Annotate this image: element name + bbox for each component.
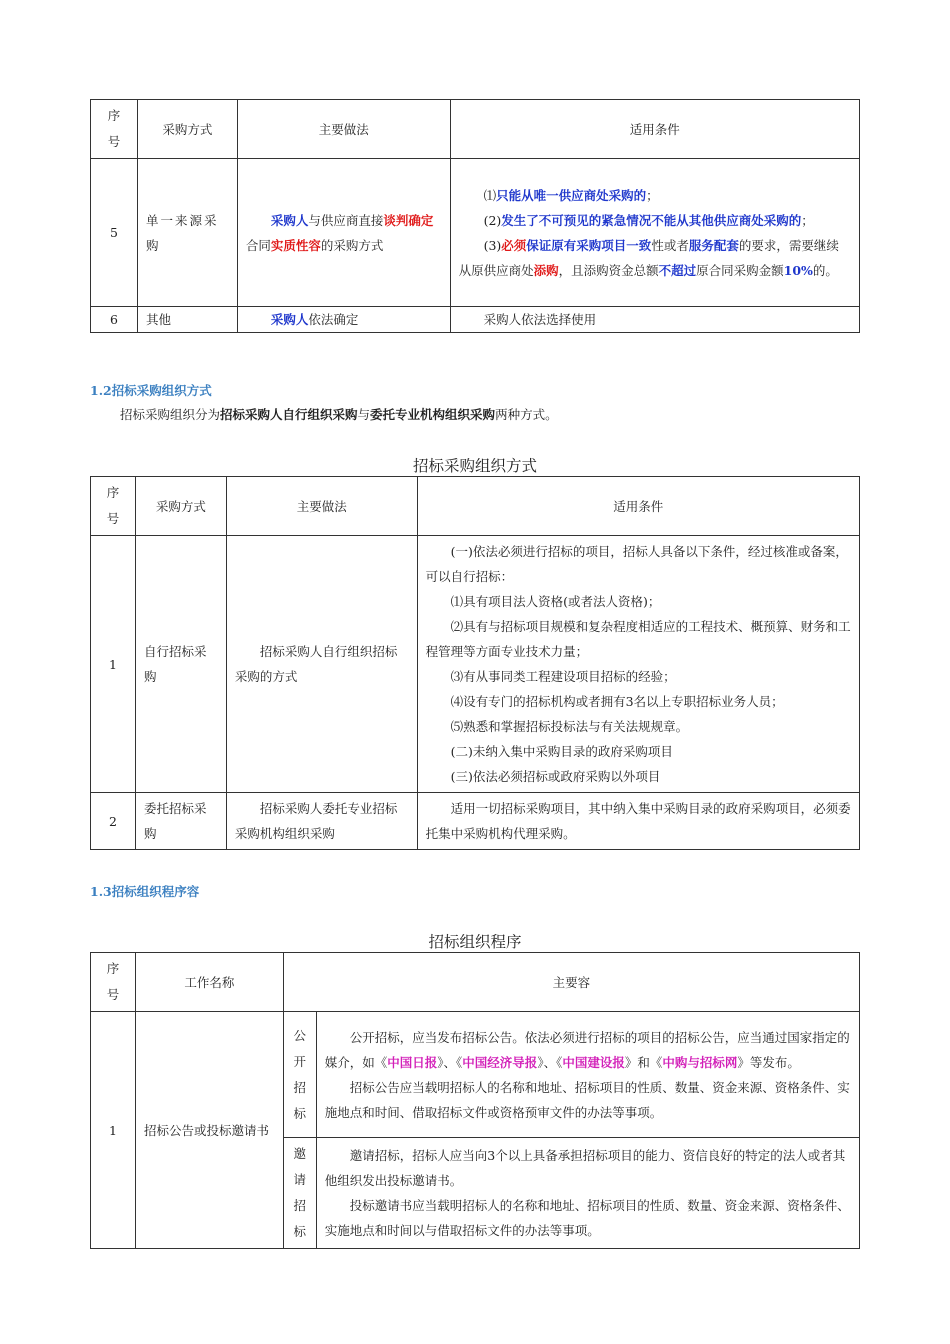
row-practice: 招标采购人自行组织招标采购的方式	[226, 536, 417, 793]
condition-item: (一)依法必须进行招标的项目，招标人具备以下条件，经过核准或备案，可以自行招标：	[425, 544, 848, 584]
header-no: 序号	[91, 953, 136, 1012]
header-method: 采购方式	[137, 100, 237, 159]
row-no: 1	[91, 1012, 136, 1249]
header-method: 采购方式	[135, 477, 226, 536]
table-row	[91, 536, 860, 793]
table-caption-organization: 招标采购组织方式	[412, 457, 537, 475]
row-no: 5	[91, 159, 138, 307]
section-heading-1-2: 1.2招标采购组织方式	[90, 383, 212, 398]
header-work-name: 工作名称	[135, 953, 283, 1012]
condition-item: (二)未纳入集中采购目录的政府采购项目	[450, 744, 673, 759]
table-caption-procedure: 招标组织程序	[428, 933, 522, 951]
sub-label-public: 公 开 招 标	[283, 1012, 316, 1138]
bidding-procedure-table	[90, 952, 860, 1249]
header-conditions: 适用条件	[450, 100, 859, 159]
row-no: 1	[91, 536, 136, 793]
table-row	[91, 307, 860, 333]
header-no: 序号	[91, 477, 136, 536]
header-main-content: 主要容	[283, 953, 859, 1012]
header-practice: 主要做法	[226, 477, 417, 536]
header-practice: 主要做法	[237, 100, 450, 159]
header-conditions: 适用条件	[417, 477, 859, 536]
sub-label-invite: 邀 请 招 标	[283, 1138, 316, 1249]
row-practice: 招标采购人委托专业招标采购机构组织采购	[226, 793, 417, 850]
procurement-methods-table	[90, 99, 860, 333]
row-method: 其他	[137, 307, 237, 333]
row-conditions: 采购人依法选择使用	[450, 307, 859, 333]
row-work-name: 招标公告或投标邀请书	[135, 1012, 283, 1249]
organization-methods-table	[90, 476, 860, 850]
row-conditions: 适用一切招标采购项目，其中纳入集中采购目录的政府采购项目，必须委托集中采购机构代理采购。	[417, 793, 859, 850]
row-conditions: ⑴只能从唯一供应商处采购的； (2)发生了不可预见的紧急情况不能从其他供应商处采购的； (3)必须保证原有采购项目一致性或者服务配套的要求，需要继续从原供应商处添购，且添购资金总额不超过原合同采购金额10%的。	[450, 159, 859, 307]
row-practice: 采购人依法确定	[237, 307, 450, 333]
condition-item: ⑴具有项目法人资格(或者法人资格)；	[450, 594, 661, 609]
sub-content-invite: 邀请招标，招标人应当向3个以上具备承担招标项目的能力、资信良好的特定的法人或者其他组织发出投标邀请书。 投标邀请书应当载明招标人的名称和地址、招标项目的性质、数量、资金来源、资格条件、实施地点和时间以与借取招标文件的办法等事项。	[316, 1138, 859, 1249]
condition-item: ⑸熟悉和掌握招标投标法与有关法规规章。	[450, 719, 689, 734]
condition-item: ⑵具有与招标项目规模和复杂程度相适应的工程技术、概预算、财务和工程管理等方面专业技术力量；	[425, 619, 851, 659]
row-method: 单一来源采购	[137, 159, 237, 307]
row-method: 自行招标采购	[135, 536, 226, 793]
table-row	[91, 159, 860, 307]
table-row	[91, 1012, 860, 1138]
sub-content-public: 公开招标，应当发布招标公告。依法必须进行招标的项目的招标公告，应当通过国家指定的媒介，如《中国日报》、《中国经济导报》、《中国建设报》和《中购与招标网》等发布。 招标公告应当载明招标人的名称和地址、招标项目的性质、数量、资金来源、资格条件、实施地点和时间、借取招标文件或资格预审文件的办法等事项。	[316, 1012, 859, 1138]
row-practice: 采购人与供应商直接谈判确定合同实质性容的采购方式	[237, 159, 450, 307]
row-no: 6	[91, 307, 138, 333]
condition-item: (三)依法必须招标或政府采购以外项目	[450, 769, 661, 784]
table-header-row	[91, 477, 860, 536]
header-no: 序号	[91, 100, 138, 159]
table-header-row	[91, 100, 860, 159]
section-1-2-paragraph: 招标采购组织分为招标采购人自行组织采购与委托专业机构组织采购两种方式。	[120, 407, 558, 422]
row-conditions	[417, 536, 859, 793]
condition-item: ⑷设有专门的招标机构或者拥有3名以上专职招标业务人员；	[450, 694, 784, 709]
table-header-row	[91, 953, 860, 1012]
row-no: 2	[91, 793, 136, 850]
section-heading-1-3: 1.3招标组织程序容	[90, 884, 200, 899]
table-row	[91, 793, 860, 850]
condition-item: ⑶有从事同类工程建设项目招标的经验；	[450, 669, 676, 684]
row-method: 委托招标采购	[135, 793, 226, 850]
